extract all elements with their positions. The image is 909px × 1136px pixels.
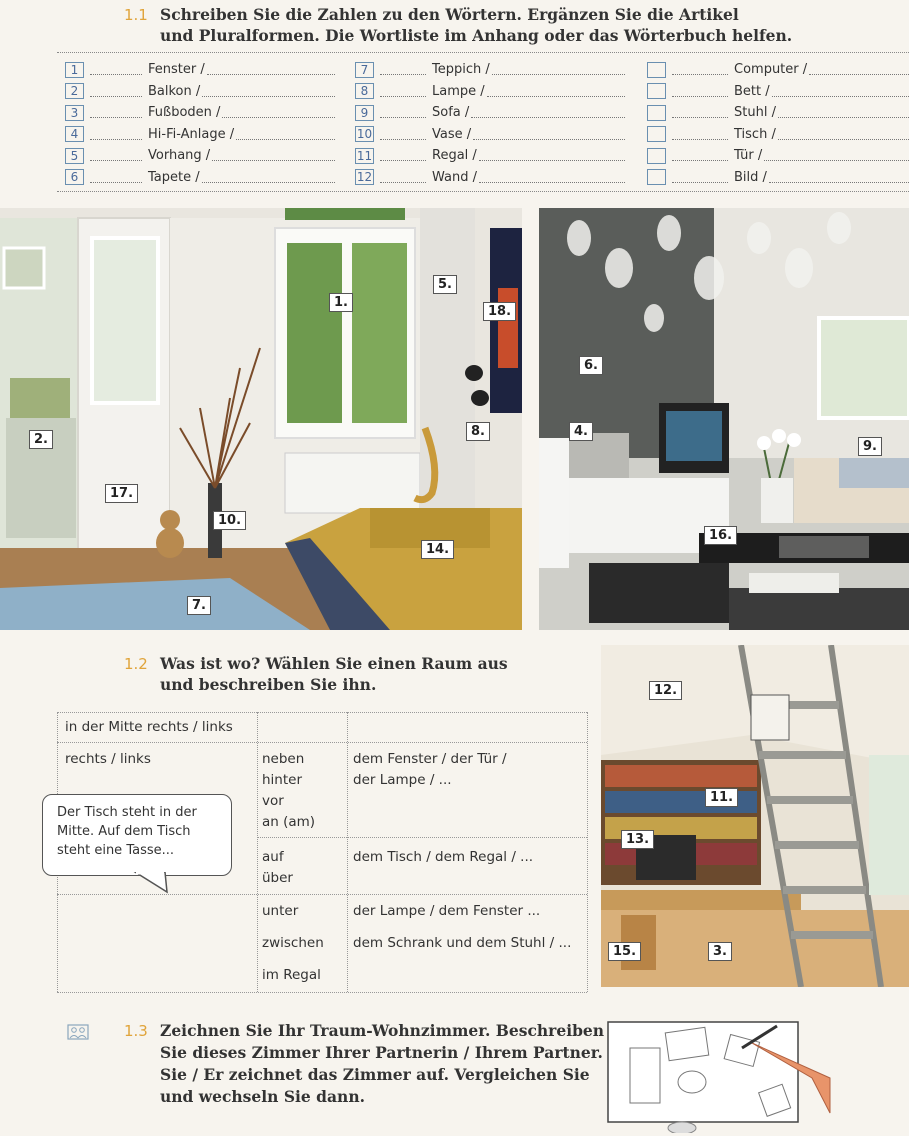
word-row [65,102,335,124]
bubble-line: Der Tisch steht in der [57,805,197,820]
word-label: Fenster / [148,62,205,78]
word-label: Bett / [734,83,770,99]
number-box[interactable]: 9 [355,105,374,121]
table-cell: hinter [262,772,303,788]
photo-label: 5. [433,275,457,294]
answer-blank[interactable] [222,117,335,118]
word-row [647,145,909,167]
number-box[interactable]: 10 [356,127,373,142]
number-leader-dots [90,139,142,140]
answer-blank[interactable] [809,74,909,75]
number-leader-dots [380,182,426,183]
answer-blank[interactable] [202,96,335,97]
word-label: Teppich / [432,62,490,78]
table-cell: an (am) [262,814,316,830]
photo-label: 8. [466,422,490,441]
table-cell: dem Tisch / dem Regal / ... [353,849,534,865]
word-column-1 [65,59,335,188]
word-row [65,167,335,189]
word-row [65,124,335,146]
answer-blank[interactable] [212,160,335,161]
answer-blank[interactable] [778,139,909,140]
task-1-1-line1: Schreiben Sie die Zahlen zu den Wörtern. Ergänzen Sie die Artikel [160,5,739,24]
table-cell: dem Fenster / der Tür / [353,751,507,767]
number-box[interactable] [647,105,666,121]
number-leader-dots [672,96,728,97]
number-leader-dots [380,160,426,161]
word-column-2 [355,59,625,188]
photo-label: 4. [569,422,593,441]
photo-loft-room [601,645,909,987]
photo-label: 3. [708,942,732,961]
table-cell: rechts / links [65,751,151,767]
photo-label: 11. [705,788,738,807]
number-leader-dots [90,74,142,75]
number-leader-dots [380,139,426,140]
table-cell: vor [262,793,284,809]
number-leader-dots [672,160,728,161]
table-cell: neben [262,751,305,767]
number-leader-dots [672,182,728,183]
loft-room-illustration [601,645,909,987]
drawing-illustration [602,1018,832,1133]
word-label: Hi-Fi-Anlage / [148,126,235,142]
bubble-tail [125,872,175,894]
number-box[interactable] [647,83,666,99]
table-cell: dem Schrank und dem Stuhl / ... [353,935,572,951]
photo-living-room [539,208,909,630]
answer-blank[interactable] [471,117,625,118]
photo-label: 1. [329,293,353,312]
number-leader-dots [90,96,142,97]
number-box[interactable]: 6 [65,169,84,185]
word-row [647,167,909,189]
photo-label: 12. [649,681,682,700]
task-1-3-line1: Zeichnen Sie Ihr Traum-Wohnzimmer. Beschreiben [160,1021,605,1040]
word-label: Tisch / [734,126,776,142]
table-cell: der Lampe / ... [353,772,452,788]
word-row [65,145,335,167]
word-row [355,167,625,189]
photo-label: 9. [858,437,882,456]
answer-blank[interactable] [479,160,625,161]
table-cell: zwischen [262,935,324,951]
photo-label: 2. [29,430,53,449]
answer-blank[interactable] [764,160,909,161]
word-label: Regal / [432,148,477,164]
word-label: Tapete / [148,169,200,185]
photo-label: 10. [213,511,246,530]
number-box[interactable] [647,126,666,142]
word-row [647,59,909,81]
answer-blank[interactable] [207,74,335,75]
pair-work-icon [67,1024,89,1040]
photo-label: 14. [421,540,454,559]
word-row [355,124,625,146]
number-leader-dots [90,182,142,183]
word-label: Wand / [432,169,477,185]
number-box[interactable]: 11 [356,148,373,163]
number-box[interactable]: 12 [356,170,373,185]
word-label: Bild / [734,169,767,185]
number-leader-dots [672,74,728,75]
task-1-3-line2: Sie dieses Zimmer Ihrer Partnerin / Ihrem Partner. [160,1043,603,1062]
answer-blank[interactable] [479,182,625,183]
photo-bedroom [0,208,522,630]
word-label: Computer / [734,62,808,78]
photo-label: 6. [579,356,603,375]
word-row [65,59,335,81]
bedroom-illustration [0,208,522,630]
number-box[interactable]: 3 [65,105,84,121]
task-number-1-2: 1.2 [124,655,148,673]
number-box[interactable]: 7 [355,62,374,78]
photo-label: 13. [621,830,654,849]
number-box[interactable] [647,148,666,164]
word-row [647,102,909,124]
word-row [647,124,909,146]
table-cell: in der Mitte rechts / links [65,719,233,735]
word-row [355,59,625,81]
task-1-3-line4: und wechseln Sie dann. [160,1087,365,1106]
word-column-3 [647,59,909,188]
speech-bubble [42,794,232,876]
word-row [355,102,625,124]
word-row [647,81,909,103]
answer-blank[interactable] [769,182,909,183]
number-leader-dots [380,74,426,75]
photo-label: 18. [483,302,516,321]
number-leader-dots [380,96,426,97]
answer-blank[interactable] [487,96,625,97]
word-label: Fußboden / [148,105,221,121]
number-leader-dots [672,139,728,140]
table-cell: unter [262,903,299,919]
number-box[interactable]: 5 [65,148,84,164]
number-leader-dots [90,160,142,161]
photo-label: 17. [105,484,138,503]
answer-blank[interactable] [772,96,909,97]
number-leader-dots [90,117,142,118]
number-leader-dots [380,117,426,118]
living-room-illustration [539,208,909,630]
word-label: Balkon / [148,83,201,99]
word-label: Stuhl / [734,105,776,121]
number-leader-dots [672,117,728,118]
photo-label: 16. [704,526,737,545]
bubble-line: Mitte. Auf dem Tisch [57,824,191,839]
word-label: Sofa / [432,105,470,121]
answer-blank[interactable] [202,182,335,183]
table-cell: auf [262,849,284,865]
number-box[interactable]: 4 [65,126,84,142]
number-box[interactable]: 1 [65,62,84,78]
answer-blank[interactable] [236,139,335,140]
photo-label: 15. [608,942,641,961]
task-number-1-1: 1.1 [124,6,148,24]
word-label: Vorhang / [148,148,211,164]
number-box[interactable] [647,169,666,185]
task-1-1-line2: und Pluralformen. Die Wortliste im Anhang oder das Wörterbuch helfen. [160,26,793,45]
word-label: Vase / [432,126,472,142]
task-1-2-line1: Was ist wo? Wählen Sie einen Raum aus [160,654,508,673]
bubble-line: steht eine Tasse... [57,843,175,858]
answer-blank[interactable] [473,139,625,140]
number-box[interactable]: 8 [355,83,374,99]
task-number-1-3: 1.3 [124,1022,148,1040]
word-row [355,81,625,103]
table-cell: über [262,870,293,886]
word-label: Lampe / [432,83,485,99]
answer-blank[interactable] [778,117,909,118]
answer-blank[interactable] [492,74,625,75]
task-1-2-line2: und beschreiben Sie ihn. [160,675,377,694]
word-list [57,52,909,192]
number-box[interactable] [647,62,666,78]
word-label: Tür / [734,148,763,164]
photo-label: 7. [187,596,211,615]
word-row [355,145,625,167]
word-row [65,81,335,103]
task-1-3-line3: Sie / Er zeichnet das Zimmer auf. Vergleichen Sie [160,1065,590,1084]
table-cell: der Lampe / dem Fenster ... [353,903,541,919]
number-box[interactable]: 2 [65,83,84,99]
table-cell: im Regal [262,967,321,983]
